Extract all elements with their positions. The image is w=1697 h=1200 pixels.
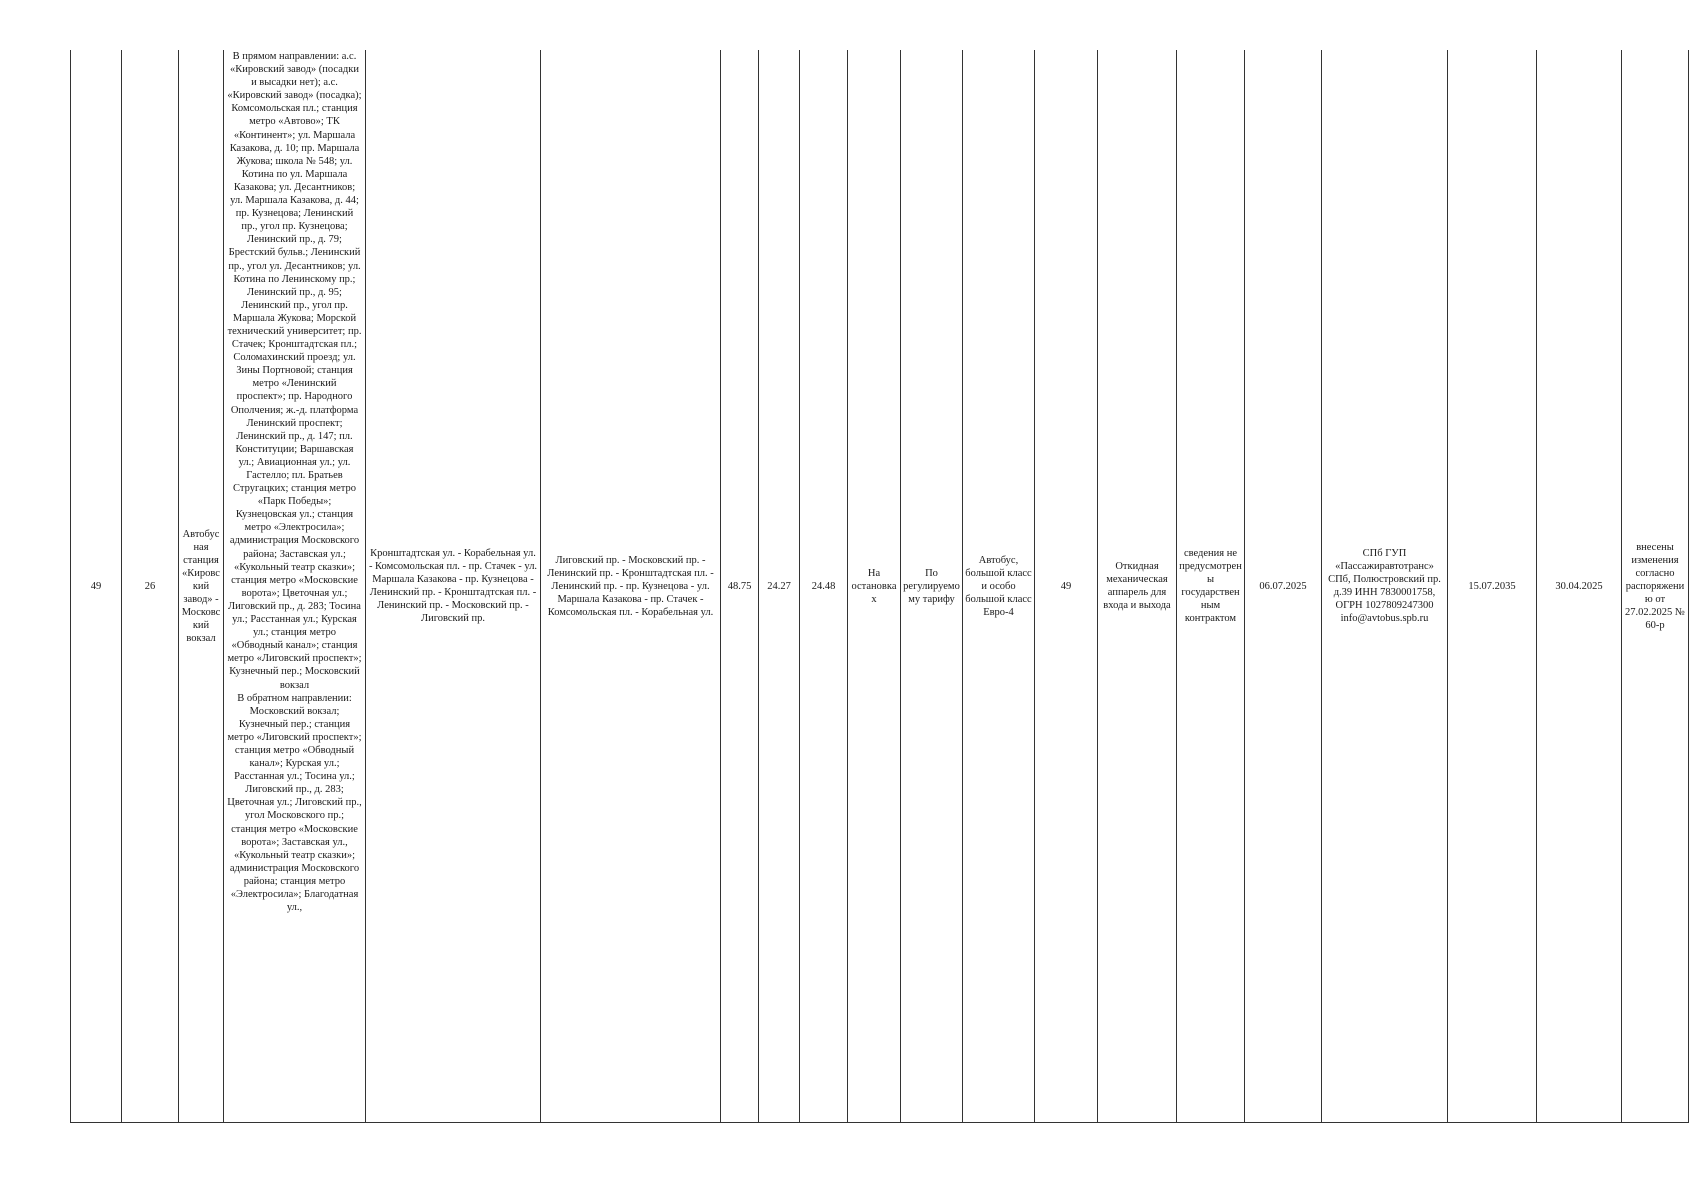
equipment-cell: Откидная механическая аппарель для входа и выхода — [1098, 50, 1177, 1123]
contract-end-cell: 15.07.2035 — [1448, 50, 1537, 1123]
length-backward-cell: 24.48 — [800, 50, 848, 1123]
reg-number-cell: 49 — [71, 50, 122, 1123]
streets-forward-cell: Кронштадтская ул. - Корабельная ул. - Комсомольская пл. - пр. Стачек - ул. Маршала Казакова - пр. Кузнецова - Ленинский пр. - Кронштадтская пл. - Ленинский пр. - Московский пр. - Лиговский пр. — [366, 50, 541, 1123]
length-total-cell: 48.75 — [721, 50, 759, 1123]
stops-cell — [224, 50, 366, 1123]
contract-info-cell: сведения не предусмотрены государственным контрактом — [1177, 50, 1245, 1123]
start-date-cell: 06.07.2025 — [1245, 50, 1322, 1123]
table-row — [71, 50, 1689, 1123]
streets-backward-cell: Лиговский пр. - Московский пр. - Ленинский пр. - Кронштадтская пл. - Ленинский пр. - пр. Кузнецова - ул. Маршала Казакова - пр. Стачек - Комсомольская пл. - Корабельная ул. — [541, 50, 721, 1123]
length-forward-cell: 24.27 — [759, 50, 800, 1123]
change-date-cell: 30.04.2025 — [1537, 50, 1622, 1123]
note-cell: внесены изменения согласно распоряжению от 27.02.2025 № 60-р — [1622, 50, 1689, 1123]
route-name-cell: Автобусная станция «Кировский завод» - Московский вокзал — [179, 50, 224, 1123]
stops-backward-text: В обратном направлении: Московский вокзал; Кузнечный пер.; станция метро «Лиговский проспект»; станция метро «Обводный канал»; Курская ул.; Расстанная ул.; Тосина ул.; Лиговский пр., д. 283; Цветочная ул.; Лиговский пр., угол Московского пр.; станция метро «Московские ворота»; Заставская ул., «Кукольный театр сказки»; администрация Московского района; станция метро «Электросила»; Благодатная ул., — [227, 692, 362, 914]
vehicle-class-cell: Автобус, большой класс и особо большой класс Евро-4 — [963, 50, 1035, 1123]
route-number-cell: 26 — [122, 50, 179, 1123]
carrier-cell: СПб ГУП «Пассажиравтотранс» СПб, Полюстровский пр. д.39 ИНН 7830001758, ОГРН 1027809247300 info@avtobus.spb.ru — [1322, 50, 1448, 1123]
stops-forward-text: В прямом направлении: а.с. «Кировский завод» (посадки и высадки нет); а.с. «Кировский завод» (посадка); Комсомольская пл.; станция метро «Автово»; ТК «Континент»; ул. Маршала Казакова, д. 10; пр. Маршала Жукова; школа № 548; ул. Котина по ул. Маршала Казакова; ул. Десантников; ул. Маршала Казакова, д. 44; пр. Кузнецова; Ленинский пр., угол пр. Кузнецова; Ленинский пр., д. 79; Брестский бульв.; Ленинский пр., угол ул. Десантников; ул. Котина по Ленинскому пр.; Ленинский пр., д. 95; Ленинский пр., угол пр. Маршала Жукова; Морской технический университет; пр. Стачек; Кронштадтская пл.; Соломахинский проезд; ул. Зины Портновой; станция метро «Ленинский проспект»; пр. Народного Ополчения; ж.-д. платформа Ленинский проспект; Ленинский пр., д. 147; пл. Конституции; Варшавская ул.; Авиационная ул.; ул. Гастелло; пл. Братьев Стругацких; станция метро «Парк Победы»; Кузнецовская ул.; станция метро «Электросила»; администрация Московского района; Заставская ул.; «Кукольный театр сказки»; станция метро «Московские ворота»; Цветочная ул.; Лиговский пр., д. 283; Тосина ул.; Расстанная ул.; Курская ул.; станция метро «Обводный канал»; станция метро «Лиговский проспект»; Кузнечный пер.; Московский вокзал — [227, 51, 362, 691]
tariff-type-cell: По регулируемому тарифу — [901, 50, 963, 1123]
route-registry-table — [70, 50, 1689, 1123]
vehicle-count-cell: 49 — [1035, 50, 1098, 1123]
boarding-order-cell: На остановках — [848, 50, 901, 1123]
